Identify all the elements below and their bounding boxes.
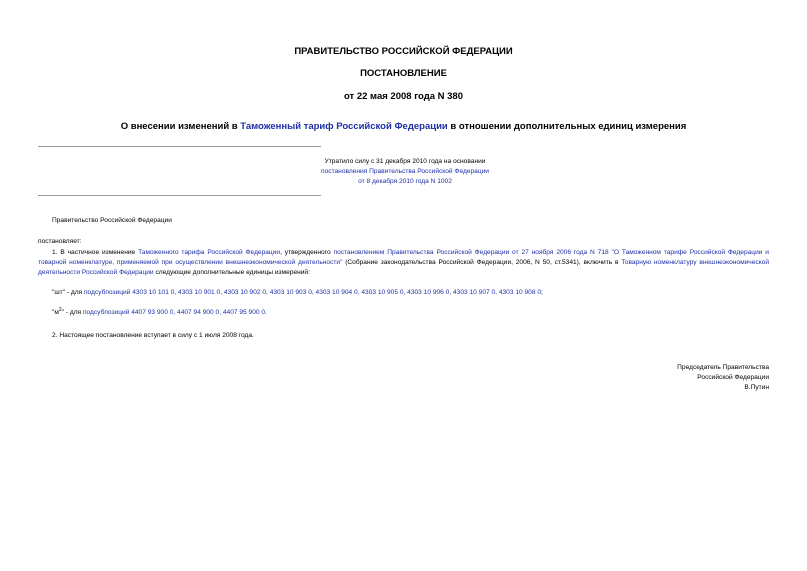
date-number: от 22 мая 2008 года N 380 [343,91,464,102]
subheadings-4303-link[interactable]: подсубпозиций 4303 10 101 0, 4303 10 901 0, 4303 10 902 0, 4303 10 903 0, 4303 10 904 0, 4303 10 905 0, 4303 10 906 0, 4303 10 907 0, 4303 10 908 0 [83,289,542,296]
unit-pieces-label: "шт" [52,289,65,296]
resolution-718-link[interactable]: постановлением Правительства Российской Федерации от 27 ноября 2006 года N 718 "О Таможенном тарифе Российской Федерации и товарной номенклатуре, применяемой при осуществлении внешнеэкономической деятельности" [38,249,769,266]
signature-country: Российской Федерации [697,374,769,381]
void-notice-line1: Утратило силу с 31 декабря 2010 года на основании [324,158,486,165]
unit-sqm-mid: - для [64,309,83,316]
p1-text-c: (Собрание законодательства Российской Федерации, 2006, N 50, ст.5341), включить в [342,259,622,266]
unit-item-pieces [52,288,543,298]
void-notice [300,157,510,187]
government-heading: ПРАВИТЕЛЬСТВО РОССИЙСКОЙ ФЕДЕРАЦИИ [294,46,513,57]
unit-sqm-superscript: 2 [58,306,62,313]
government-line: Правительство Российской Федерации [52,217,172,224]
tariff-link[interactable]: Таможенного тарифа Российской Федерации [138,249,281,256]
doc-type-heading: ПОСТАНОВЛЕНИЕ [360,68,447,79]
signature-block [560,363,769,393]
divider-top [38,146,321,147]
title-suffix: в отношении дополнительных единиц измерения [447,121,687,132]
p1-text-b: , утвержденного [280,249,334,256]
unit-pieces-end: ; [541,289,543,296]
signature-position: Председатель Правительства [677,364,769,371]
unit-sqm-label: "м [52,309,59,316]
void-notice-link1[interactable]: постановления Правительства Российской Федерации [321,168,489,175]
unit-item-square-meters [52,308,267,318]
signature-name: В.Путин [744,384,769,391]
subheadings-4407-link[interactable]: подсубпозиций 4407 93 900 0, 4407 94 900 0, 4407 95 900 0 [82,309,266,316]
title-prefix: О внесении изменений в [120,121,241,132]
unit-pieces-mid: - для [65,289,84,296]
unit-sqm-quote: " [61,309,64,316]
p1-text-d: следующие дополнительные единицы измерений: [153,269,310,276]
commodity-nomenclature-link[interactable]: Товарную номенклатуру внешнеэкономической деятельности Российской Федерации [38,259,770,276]
document-title [0,121,807,132]
paragraph-1 [38,248,769,278]
unit-sqm-end: . [265,309,267,316]
customs-tariff-link[interactable]: Таможенный тариф Российской Федерации [240,121,448,132]
void-notice-link2[interactable]: от 8 декабря 2010 года N 1002 [358,178,452,185]
resolves-line: постановляет: [38,238,82,245]
divider-bottom [38,195,321,196]
p1-text-a: 1. В частичное изменение [52,249,139,256]
paragraph-2: 2. Настоящее постановление вступает в силу с 1 июля 2008 года. [52,332,254,339]
